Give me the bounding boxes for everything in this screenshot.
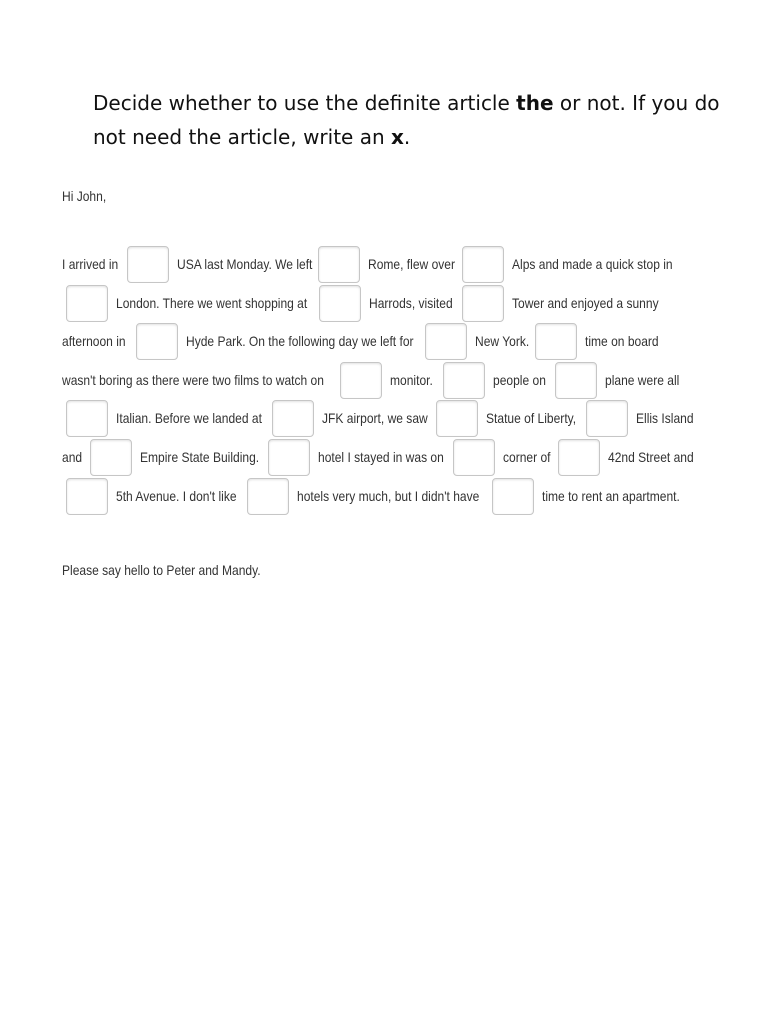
answer-input[interactable] — [425, 323, 467, 360]
text-segment: and — [62, 449, 83, 465]
text-segment: Statue of Liberty, — [486, 410, 577, 426]
text-segment: plane were all — [605, 372, 680, 388]
text-segment: Italian. Before we landed at — [116, 410, 262, 426]
instructions — [93, 86, 723, 154]
answer-input[interactable] — [268, 439, 310, 476]
text-segment: I arrived in — [62, 256, 119, 272]
answer-input[interactable] — [272, 400, 314, 437]
answer-input[interactable] — [453, 439, 495, 476]
answer-input[interactable] — [66, 285, 108, 322]
text-segment: Hyde Park. On the following day we left for — [186, 333, 414, 349]
text-segment: wasn't boring as there were two films to watch on — [62, 372, 324, 388]
text-segment: New York. — [475, 333, 530, 349]
instructions-part-3: . — [403, 125, 411, 149]
answer-input[interactable] — [443, 362, 485, 399]
text-segment: 42nd Street and — [608, 449, 694, 465]
text-segment: hotel I stayed in was on — [318, 449, 444, 465]
answer-input[interactable] — [492, 478, 534, 515]
greeting: Hi John, — [62, 188, 107, 204]
instructions-bold-the: the — [516, 91, 554, 115]
closing-line: Please say hello to Peter and Mandy. — [62, 562, 261, 578]
answer-input[interactable] — [436, 400, 478, 437]
answer-input[interactable] — [127, 246, 169, 283]
text-segment: corner of — [503, 449, 551, 465]
answer-input[interactable] — [586, 400, 628, 437]
text-segment: Tower and enjoyed a sunny — [512, 295, 659, 311]
answer-input[interactable] — [340, 362, 382, 399]
text-segment: Ellis Island — [636, 410, 694, 426]
answer-input[interactable] — [535, 323, 577, 360]
text-segment: afternoon in — [62, 333, 126, 349]
text-segment: JFK airport, we saw — [322, 410, 428, 426]
answer-input[interactable] — [555, 362, 597, 399]
text-segment: people on — [493, 372, 546, 388]
answer-input[interactable] — [66, 400, 108, 437]
answer-input[interactable] — [558, 439, 600, 476]
instructions-part-2: or not. If you do not need the article, write an — [93, 91, 720, 149]
text-segment: time to rent an apartment. — [542, 488, 680, 504]
answer-input[interactable] — [247, 478, 289, 515]
text-segment: 5th Avenue. I don't like — [116, 488, 237, 504]
text-segment: time on board — [585, 333, 659, 349]
answer-input[interactable] — [462, 285, 504, 322]
text-segment: Harrods, visited — [369, 295, 453, 311]
text-segment: London. There we went shopping at — [116, 295, 308, 311]
text-segment: Alps and made a quick stop in — [512, 256, 673, 272]
answer-input[interactable] — [136, 323, 178, 360]
text-segment: Rome, flew over — [368, 256, 455, 272]
text-segment: Empire State Building. — [140, 449, 260, 465]
instructions-bold-x: x — [391, 125, 404, 149]
answer-input[interactable] — [90, 439, 132, 476]
answer-input[interactable] — [66, 478, 108, 515]
text-segment: USA last Monday. We left — [177, 256, 313, 272]
text-segment: monitor. — [390, 372, 433, 388]
answer-input[interactable] — [318, 246, 360, 283]
text-segment: hotels very much, but I didn't have — [297, 488, 480, 504]
instructions-part-1: Decide whether to use the definite article — [93, 91, 517, 115]
answer-input[interactable] — [462, 246, 504, 283]
answer-input[interactable] — [319, 285, 361, 322]
